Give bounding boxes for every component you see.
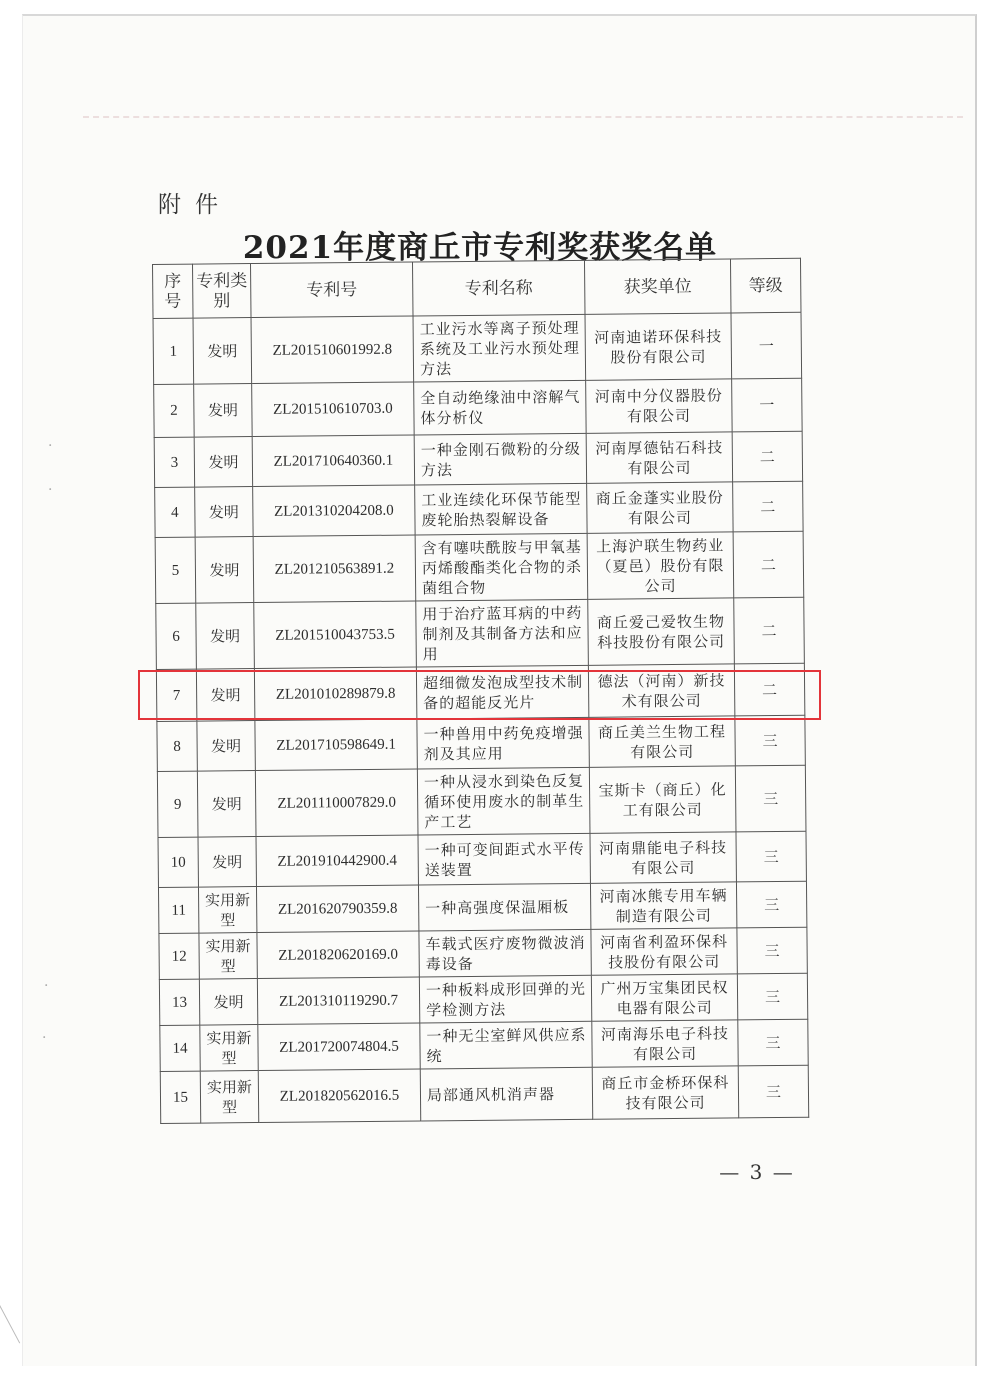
cell-unit: 商丘金蓬实业股份有限公司: [587, 482, 733, 533]
cell-unit: 河南冰熊专用车辆制造有限公司: [590, 882, 736, 929]
table-row: [160, 1065, 808, 1123]
cell-type: 发明: [196, 603, 255, 670]
table-row: [157, 765, 806, 837]
cell-unit: 河南省利盈环保科技股份有限公司: [591, 928, 737, 975]
cell-seq: 6: [156, 603, 197, 669]
cell-patent-name: 局部通风机消声器: [420, 1067, 592, 1121]
cell-seq: 8: [157, 721, 197, 771]
cell-patent-no: ZL201510043753.5: [254, 601, 417, 669]
cell-patent-name: 全自动绝缘油中溶解气体分析仪: [414, 380, 587, 435]
cell-grade: 二: [732, 431, 802, 482]
cell-patent-no: ZL201620790359.8: [256, 885, 418, 933]
cell-grade: 三: [738, 1065, 808, 1118]
cell-unit: 商丘市金桥环保科技有限公司: [592, 1066, 738, 1119]
cell-unit: 河南中分仪器股份有限公司: [586, 379, 733, 433]
cell-type: 发明: [199, 979, 257, 1026]
cell-type: 实用新型: [200, 1025, 258, 1072]
cell-unit: 商丘爱己爱牧生物科技股份有限公司: [588, 598, 735, 665]
cell-patent-no: ZL201310119290.7: [257, 977, 419, 1025]
cell-seq: 15: [160, 1071, 200, 1123]
highlight-box: [138, 670, 821, 720]
header-patent-no: 专利号: [251, 262, 414, 318]
cell-patent-no: ZL201910442900.4: [256, 835, 418, 887]
cell-patent-name: 一种从浸水到染色反复循环使用废水的制革生产工艺: [417, 767, 590, 835]
header-unit: 获奖单位: [584, 259, 731, 314]
cell-grade: 二: [733, 481, 803, 532]
attachment-label: 附件: [158, 192, 232, 218]
cell-type: 发明: [198, 837, 256, 888]
page-number: — 3 —: [719, 1160, 795, 1184]
cell-seq: 5: [155, 537, 196, 603]
table-row: [160, 1019, 808, 1071]
cell-grade: 二: [733, 531, 804, 598]
table-row: [154, 431, 802, 487]
cell-unit: 河南鼎能电子科技有限公司: [590, 832, 736, 883]
scan-corner-mark: [0, 1301, 20, 1344]
table-header-row: [153, 258, 801, 318]
cell-unit: 德法（河南）新技术有限公司: [588, 664, 734, 717]
header-type: 专利类别: [193, 264, 252, 319]
cell-patent-no: ZL201510610703.0: [252, 382, 415, 437]
cell-patent-name: 一种可变间距式水平传送装置: [418, 833, 590, 885]
cell-type: 发明: [195, 487, 253, 538]
cell-patent-name: 超细微发泡成型技术制备的超能反光片: [416, 665, 588, 719]
table-row: [156, 597, 805, 669]
cell-patent-name: 用于治疗蓝耳病的中药制剂及其制备方法和应用: [416, 599, 589, 667]
table-row: [158, 831, 806, 887]
cell-patent-no: ZL201110007829.0: [255, 769, 418, 837]
cell-grade: 三: [735, 765, 806, 832]
cell-patent-no: ZL201510601992.8: [251, 316, 414, 384]
cell-type: 发明: [194, 384, 253, 438]
cell-unit: 宝斯卡（商丘）化工有限公司: [589, 766, 736, 833]
table-row: [155, 481, 803, 537]
cell-seq: 9: [157, 771, 198, 837]
cell-grade: 一: [732, 378, 803, 432]
scan-artifact-line: [83, 116, 963, 118]
cell-patent-name: 一种兽用中药免疫增强剂及其应用: [417, 717, 589, 769]
cell-unit: 上海沪联生物药业（夏邑）股份有限公司: [587, 532, 734, 599]
cell-unit: 河南海乐电子科技有限公司: [592, 1020, 738, 1067]
cell-type: 实用新型: [199, 933, 257, 980]
table-row: [153, 312, 802, 384]
cell-patent-no: ZL201820620169.0: [257, 931, 419, 979]
header-patent-name: 专利名称: [412, 260, 585, 316]
cell-patent-no: ZL201710598649.1: [255, 719, 417, 771]
cell-patent-no: ZL201010289879.8: [254, 667, 416, 721]
table-row: [158, 881, 806, 933]
cell-unit: 河南迪诺环保科技股份有限公司: [585, 313, 732, 380]
cell-seq: 11: [158, 887, 198, 933]
cell-type: 实用新型: [198, 887, 256, 934]
table-row: [159, 973, 807, 1025]
cell-seq: 1: [153, 318, 194, 384]
cell-patent-name: 一种板料成形回弹的光学检测方法: [419, 975, 591, 1023]
cell-patent-name: 一种金刚石微粉的分级方法: [414, 433, 586, 485]
cell-seq: 4: [155, 487, 195, 537]
cell-patent-name: 车载式医疗废物微波消毒设备: [419, 929, 591, 977]
cell-patent-no: ZL201720074804.5: [258, 1023, 420, 1071]
cell-type: 发明: [193, 318, 252, 385]
cell-seq: 13: [159, 979, 199, 1025]
cell-patent-name: 一种无尘室鲜风供应系统: [420, 1021, 592, 1069]
cell-patent-no: ZL201820562016.5: [258, 1069, 420, 1123]
cell-seq: 12: [159, 933, 199, 979]
table-row: [159, 927, 807, 979]
cell-type: 实用新型: [200, 1071, 258, 1124]
cell-seq: 3: [154, 437, 194, 487]
cell-type: 发明: [196, 669, 254, 722]
cell-grade: 三: [735, 715, 805, 766]
cell-seq: 2: [154, 384, 195, 437]
cell-type: 发明: [197, 771, 256, 838]
cell-patent-no: ZL201710640360.1: [252, 435, 414, 487]
cell-unit: 商丘美兰生物工程有限公司: [589, 716, 735, 767]
cell-unit: 广州万宝集团民权电器有限公司: [591, 974, 737, 1021]
header-grade: 等级: [730, 258, 801, 313]
cell-type: 发明: [197, 721, 255, 772]
cell-type: 发明: [195, 537, 254, 604]
table-row: [154, 378, 802, 437]
header-seq: 序号: [153, 264, 194, 318]
cell-type: 发明: [194, 437, 252, 488]
cell-seq: 10: [158, 837, 198, 887]
cell-patent-name: 一种高强度保温厢板: [418, 883, 590, 931]
cell-patent-name: 含有噻呋酰胺与甲氧基丙烯酸酯类化合物的杀菌组合物: [415, 533, 588, 601]
cell-grade: 三: [737, 973, 807, 1020]
cell-seq: 7: [156, 669, 196, 721]
cell-unit: 河南厚德钻石科技有限公司: [586, 432, 732, 483]
cell-seq: 14: [160, 1025, 200, 1071]
cell-grade: 二: [734, 663, 804, 716]
cell-grade: 一: [731, 312, 802, 379]
cell-grade: 三: [736, 831, 806, 882]
cell-patent-no: ZL201310204208.0: [253, 485, 415, 537]
cell-grade: 三: [737, 927, 807, 974]
cell-patent-no: ZL201210563891.2: [253, 535, 416, 603]
cell-patent-name: 工业连续化环保节能型废轮胎热裂解设备: [415, 483, 587, 535]
cell-grade: 三: [738, 1019, 808, 1066]
document-title: 2021年度商丘市专利奖获奖名单: [242, 230, 718, 266]
cell-grade: 三: [736, 881, 806, 928]
table-row: [157, 715, 805, 771]
table-row: [155, 531, 804, 603]
cell-grade: 二: [734, 597, 805, 664]
cell-patent-name: 工业污水等离子预处理系统及工业污水预处理方法: [413, 314, 586, 382]
